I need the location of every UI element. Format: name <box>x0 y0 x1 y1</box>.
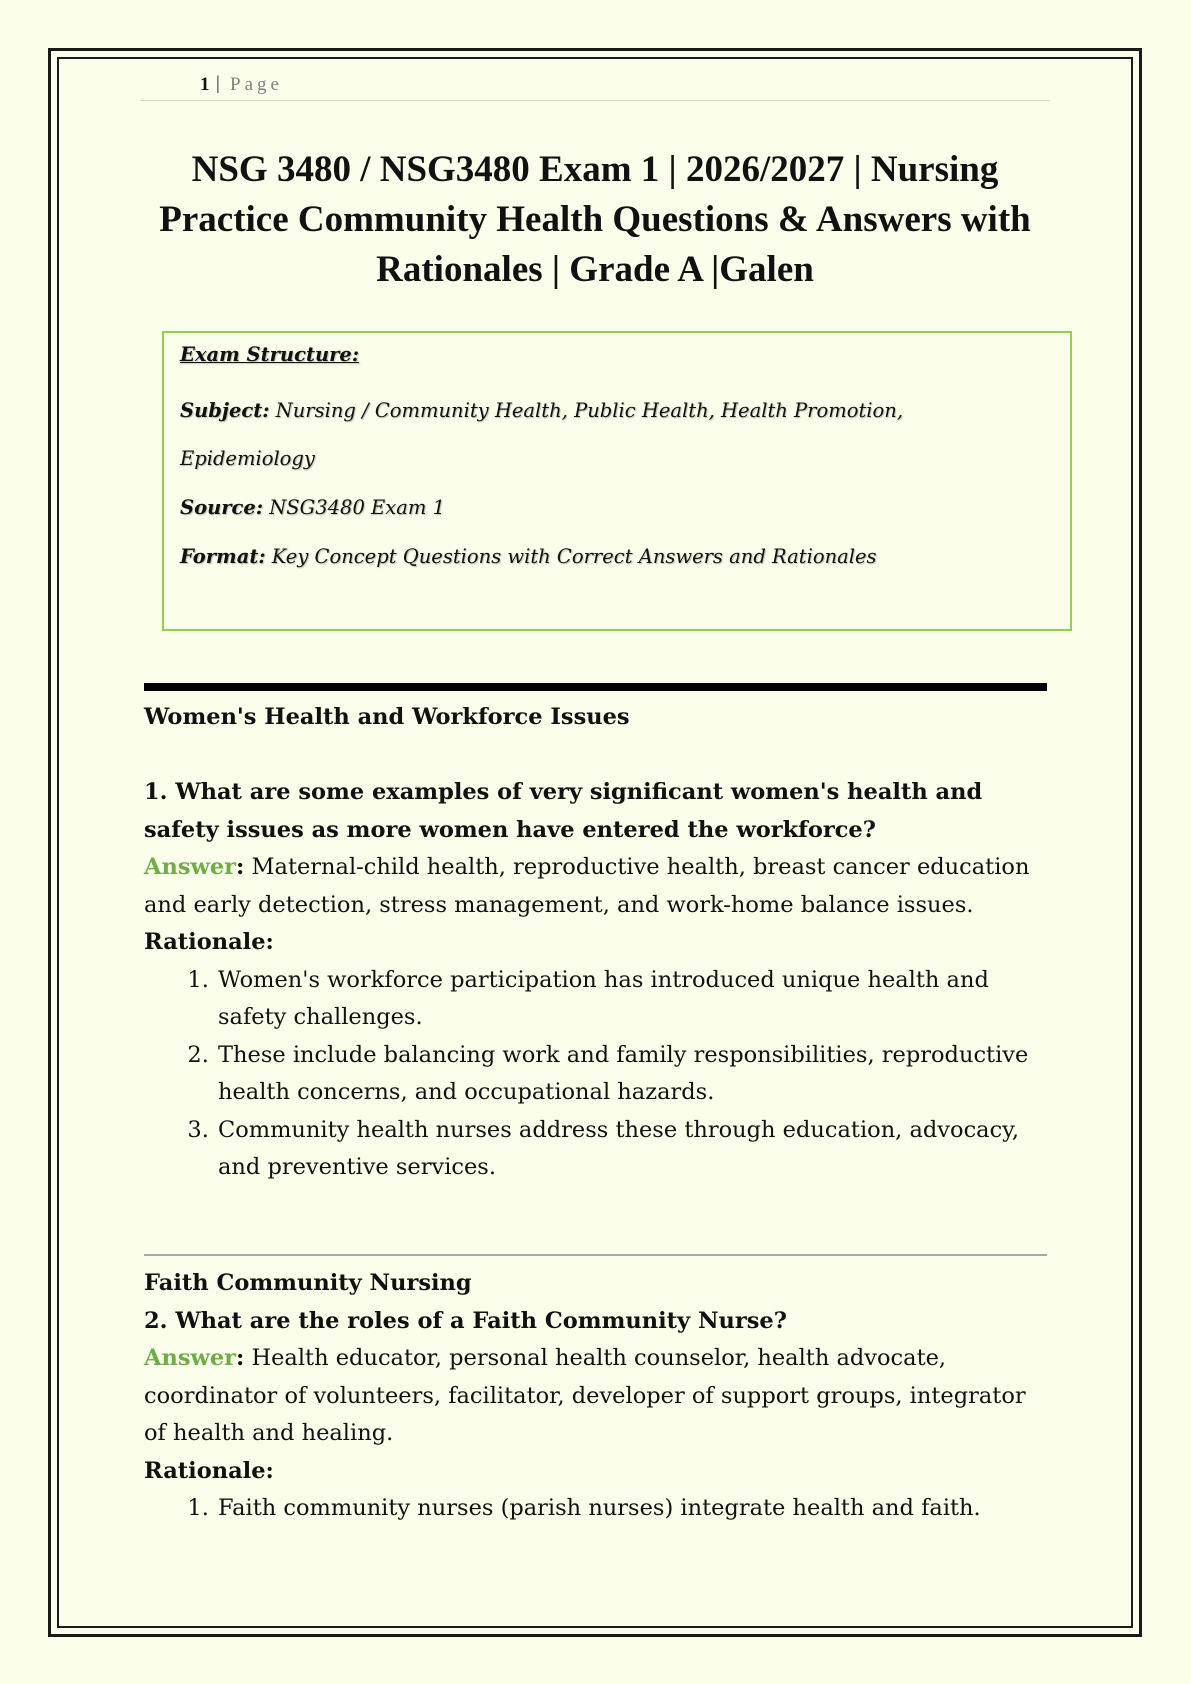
rationale-list <box>144 962 1054 1187</box>
source-label: Source: <box>180 496 264 519</box>
rationale-item: 2. These include balancing work and family responsibilities, reproductive health concerns, and occupational hazards. <box>216 1037 1054 1112</box>
page-header <box>140 72 1050 101</box>
page-word: Page <box>230 74 283 95</box>
rationale-item: 1. Women's workforce participation has introduced unique health and safety challenges. <box>216 962 1054 1037</box>
answer-label: Answer <box>144 854 237 880</box>
source-line <box>180 496 445 519</box>
section-faith-community <box>144 1265 1054 1528</box>
answer-text: Health educator, personal health counselor, health advocate, coordinator of volunteers, facilitator, developer of support groups, integrator of health and healing. <box>144 1345 1026 1446</box>
source-value: NSG3480 Exam 1 <box>263 496 446 519</box>
answer-colon: : <box>236 1345 245 1371</box>
rationale-label: Rationale: <box>144 929 274 955</box>
question-text: 1. What are some examples of very significant women's health and safety issues as more women have entered the workforce? <box>144 779 983 843</box>
answer-paragraph <box>144 849 1054 924</box>
page-number: 1 <box>200 74 210 95</box>
section-heading: Faith Community Nursing <box>144 1270 472 1296</box>
exam-structure-heading: Exam Structure: <box>180 343 360 366</box>
section-heading: Women's Health and Workforce Issues <box>144 704 630 730</box>
rationale-item: 1. Faith community nurses (parish nurses) integrate health and faith. <box>216 1490 1054 1528</box>
section-womens-health <box>144 699 1054 1187</box>
page-header-separator: | <box>216 73 220 94</box>
subject-value: Nursing / Community Health, Public Health, Health Promotion, <box>269 399 904 422</box>
subject-line <box>180 399 903 422</box>
answer-paragraph <box>144 1340 1054 1453</box>
format-value: Key Concept Questions with Correct Answers and Rationales <box>265 545 877 568</box>
document-title: NSG 3480 / NSG3480 Exam 1 | 2026/2027 | Nursing Practice Community Health Questions & Answers with Rationales | Grade A |Galen <box>159 149 1031 290</box>
section-divider-thin <box>144 1254 1047 1256</box>
answer-colon: : <box>236 854 245 880</box>
subject-label: Subject: <box>180 399 270 422</box>
rationale-label: Rationale: <box>144 1457 274 1484</box>
exam-structure-box <box>162 331 1072 631</box>
rationale-item: 3. Community health nurses address these through education, advocacy, and preventive services. <box>216 1112 1054 1187</box>
answer-text: Maternal-child health, reproductive health, breast cancer education and early detection, stress management, and work-home balance issues. <box>144 854 1030 918</box>
subject-value-continued: Epidemiology <box>180 447 315 470</box>
answer-label: Answer <box>144 1345 237 1371</box>
format-label: Format: <box>180 545 266 568</box>
question-text: 2. What are the roles of a Faith Community Nurse? <box>144 1307 787 1334</box>
section-divider-thick <box>144 683 1047 691</box>
format-line <box>180 545 877 568</box>
rationale-list <box>144 1490 1054 1528</box>
